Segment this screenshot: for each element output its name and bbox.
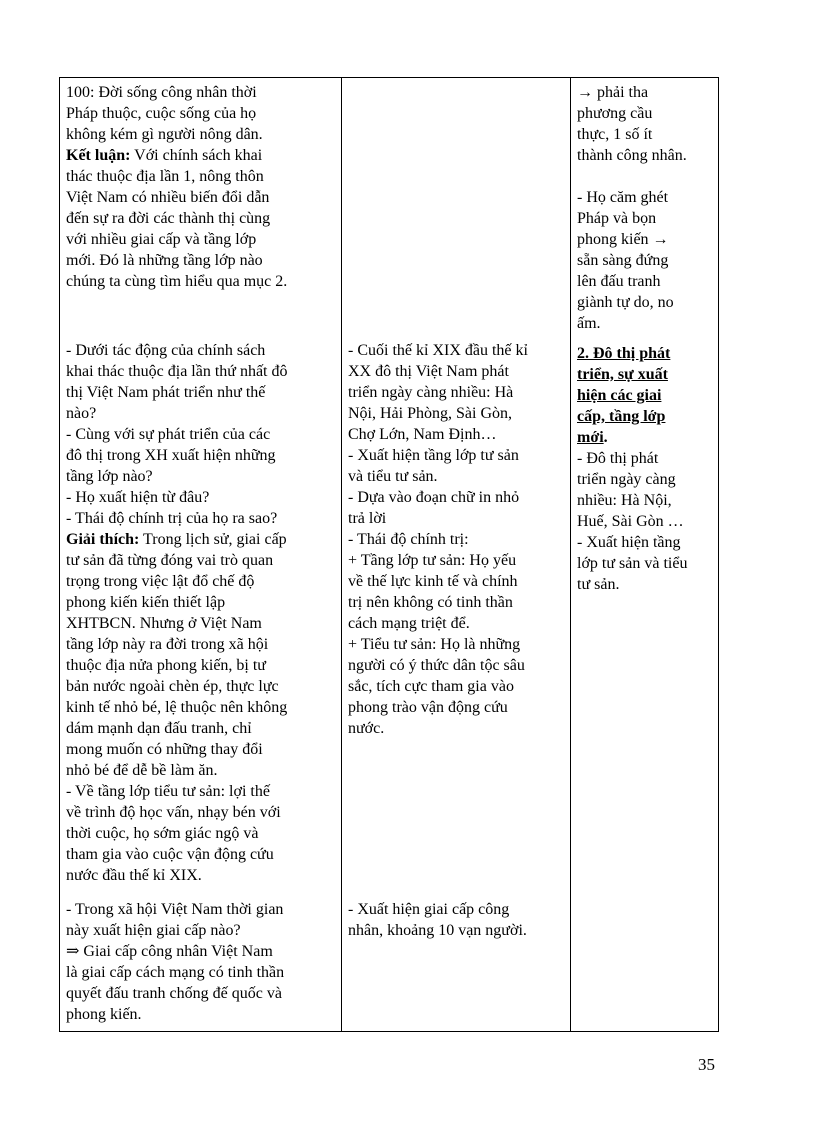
text-line: thời cuộc, họ sớm giác ngộ và bbox=[66, 825, 259, 842]
text-line: sắc, tích cực tham gia vào bbox=[348, 678, 514, 695]
section-heading-line: 2. Đô thị phát bbox=[577, 345, 671, 362]
page-number: 35 bbox=[698, 1055, 715, 1074]
text-line: - Thái độ chính trị của họ ra sao? bbox=[66, 510, 278, 527]
text-line: - Trong xã hội Việt Nam thời gian bbox=[66, 901, 284, 918]
section-heading-line: cấp, tầng lớp bbox=[577, 408, 666, 425]
section-heading-period: . bbox=[603, 429, 608, 446]
text-line: - Dựa vào đoạn chữ in nhỏ bbox=[348, 489, 520, 506]
text-line: giành tự do, no bbox=[577, 294, 674, 311]
text-span: Với chính sách khai bbox=[130, 147, 263, 164]
text-line: trả lời bbox=[348, 510, 387, 527]
text-line: tầng lớp này ra đời trong xã hội bbox=[66, 636, 269, 653]
text-line: XX đô thị Việt Nam phát bbox=[348, 363, 509, 380]
text-line: trị nên không có tinh thần bbox=[348, 594, 513, 611]
text-line: này xuất hiện giai cấp nào? bbox=[66, 922, 241, 939]
text-line: phong kiến kiến thiết lập bbox=[66, 594, 226, 611]
notes-block bbox=[577, 82, 715, 334]
text-line: chúng ta cùng tìm hiểu qua mục 2. bbox=[66, 273, 288, 290]
text-line: nhỏ bé để dễ bề làm ăn. bbox=[66, 762, 218, 779]
text-line: nhiều: Hà Nội, bbox=[577, 492, 672, 509]
text-line: Huế, Sài Gòn … bbox=[577, 513, 684, 530]
text-line: + Tiểu tư sản: Họ là những bbox=[348, 636, 521, 653]
text-line: người có ý thức dân tộc sâu bbox=[348, 657, 525, 674]
section-heading-text: mới bbox=[577, 429, 604, 446]
text-line: phong trào vận động cứu bbox=[348, 699, 508, 716]
text-line: thành công nhân. bbox=[577, 147, 687, 164]
text-line: cách mạng triệt để. bbox=[348, 615, 470, 632]
text-line: là giai cấp cách mạng có tinh thần bbox=[66, 964, 285, 981]
text-line bbox=[66, 145, 338, 166]
text-line: kinh tế nhỏ bé, lệ thuộc nên không bbox=[66, 699, 288, 716]
text-line: tư sản đã từng đóng vai trò quan bbox=[66, 552, 274, 569]
text-line: lên đấu tranh bbox=[577, 273, 661, 290]
answers-block bbox=[348, 340, 567, 739]
text-line: triển ngày càng nhiều: Hà bbox=[348, 384, 514, 401]
conclusion-label: Kết luận: bbox=[66, 147, 131, 164]
text-line: - Cuối thế kỉ XIX đầu thế kỉ bbox=[348, 342, 528, 359]
text-line: đô thị trong XH xuất hiện những bbox=[66, 447, 276, 464]
text-line: bản nước ngoài chèn ép, thực lực bbox=[66, 678, 279, 695]
text-line: 100: Đời sống công nhân thời bbox=[66, 84, 257, 101]
text-line: với nhiều giai cấp và tầng lớp bbox=[66, 231, 257, 248]
text-line: về trình độ học vấn, nhạy bén với bbox=[66, 804, 281, 821]
section-heading-line: triển, sự xuất bbox=[577, 366, 668, 383]
text-line: nước. bbox=[348, 720, 385, 737]
workers-question-block bbox=[66, 899, 338, 1025]
expected-answers-column bbox=[342, 78, 571, 1031]
text-line: quyết đấu tranh chống đế quốc và bbox=[66, 985, 282, 1002]
text-line: - Thái độ chính trị: bbox=[348, 531, 469, 548]
text-line: lớp tư sản và tiểu bbox=[577, 555, 688, 572]
text-line: - Xuất hiện giai cấp công bbox=[348, 901, 510, 918]
text-line: tư sản. bbox=[577, 576, 620, 593]
text-line: thuộc địa nửa phong kiến, bị tư bbox=[66, 657, 266, 674]
text-line: và tiểu tư sản. bbox=[348, 468, 438, 485]
text-line: mong muốn có những thay đổi bbox=[66, 741, 263, 758]
text-line: - Họ căm ghét bbox=[577, 189, 669, 206]
text-line: Nội, Hải Phòng, Sài Gòn, bbox=[348, 405, 512, 422]
section-heading-line bbox=[577, 427, 715, 448]
text-line: + Tầng lớp tư sản: Họ yếu bbox=[348, 552, 517, 569]
text-line: tham gia vào cuộc vận động cứu bbox=[66, 846, 274, 863]
text-line: - Xuất hiện tầng bbox=[577, 534, 681, 551]
text-line: nước đầu thế kỉ XIX. bbox=[66, 867, 202, 884]
text-span: Trong lịch sử, giai cấp bbox=[139, 531, 287, 548]
text-line: phong kiến. bbox=[66, 1006, 142, 1023]
text-line: Pháp thuộc, cuộc sống của họ bbox=[66, 105, 257, 122]
text-line: đến sự ra đời các thành thị cùng bbox=[66, 210, 271, 227]
lesson-content-column bbox=[571, 78, 718, 1031]
text-line: nhân, khoảng 10 vạn người. bbox=[348, 922, 527, 939]
text-line: Việt Nam có nhiều biến đổi dẫn bbox=[66, 189, 270, 206]
text-line: phương cầu bbox=[577, 105, 653, 122]
text-line: - Đô thị phát bbox=[577, 450, 659, 467]
text-line: khai thác thuộc địa lần thứ nhất đô bbox=[66, 363, 288, 380]
teacher-student-activity-column bbox=[60, 78, 342, 1031]
text-line: → phải tha bbox=[577, 84, 649, 101]
section-block bbox=[577, 343, 715, 595]
text-line: Pháp và bọn bbox=[577, 210, 657, 227]
text-line: trọng trong việc lật đổ chế độ bbox=[66, 573, 255, 590]
text-line: ấm. bbox=[577, 315, 601, 332]
text-line: về thế lực kinh tế và chính bbox=[348, 573, 518, 590]
text-line: - Xuất hiện tầng lớp tư sản bbox=[348, 447, 519, 464]
text-line: sẵn sàng đứng bbox=[577, 252, 669, 269]
text-line: - Dưới tác động của chính sách bbox=[66, 342, 266, 359]
text-line: - Cùng với sự phát triển của các bbox=[66, 426, 271, 443]
text-line: không kém gì người nông dân. bbox=[66, 126, 263, 143]
text-line: thực, 1 số ít bbox=[577, 126, 653, 143]
text-line: XHTBCN. Nhưng ở Việt Nam bbox=[66, 615, 262, 632]
questions-block bbox=[66, 340, 338, 886]
text-line: - Về tầng lớp tiểu tư sản: lợi thế bbox=[66, 783, 270, 800]
section-heading-line: hiện các giai bbox=[577, 387, 662, 404]
text-line: triển ngày càng bbox=[577, 471, 676, 488]
text-line: mới. Đó là những tầng lớp nào bbox=[66, 252, 263, 269]
text-line: nào? bbox=[66, 405, 97, 422]
text-line: Chợ Lớn, Nam Định… bbox=[348, 426, 497, 443]
text-line: tầng lớp nào? bbox=[66, 468, 153, 485]
text-line: ⇒ Giai cấp công nhân Việt Nam bbox=[66, 943, 273, 960]
text-line: thị Việt Nam phát triển như thế bbox=[66, 384, 266, 401]
workers-answer-block bbox=[348, 899, 567, 941]
lesson-table bbox=[59, 77, 719, 1032]
text-line: dám mạnh dạn đấu tranh, chỉ bbox=[66, 720, 252, 737]
text-line bbox=[66, 529, 338, 550]
explanation-label: Giải thích: bbox=[66, 531, 140, 548]
blank-line bbox=[577, 166, 715, 187]
intro-block bbox=[66, 82, 338, 292]
text-line: - Họ xuất hiện từ đâu? bbox=[66, 489, 210, 506]
text-line: phong kiến → bbox=[577, 231, 669, 248]
text-line: thác thuộc địa lần 1, nông thôn bbox=[66, 168, 264, 185]
